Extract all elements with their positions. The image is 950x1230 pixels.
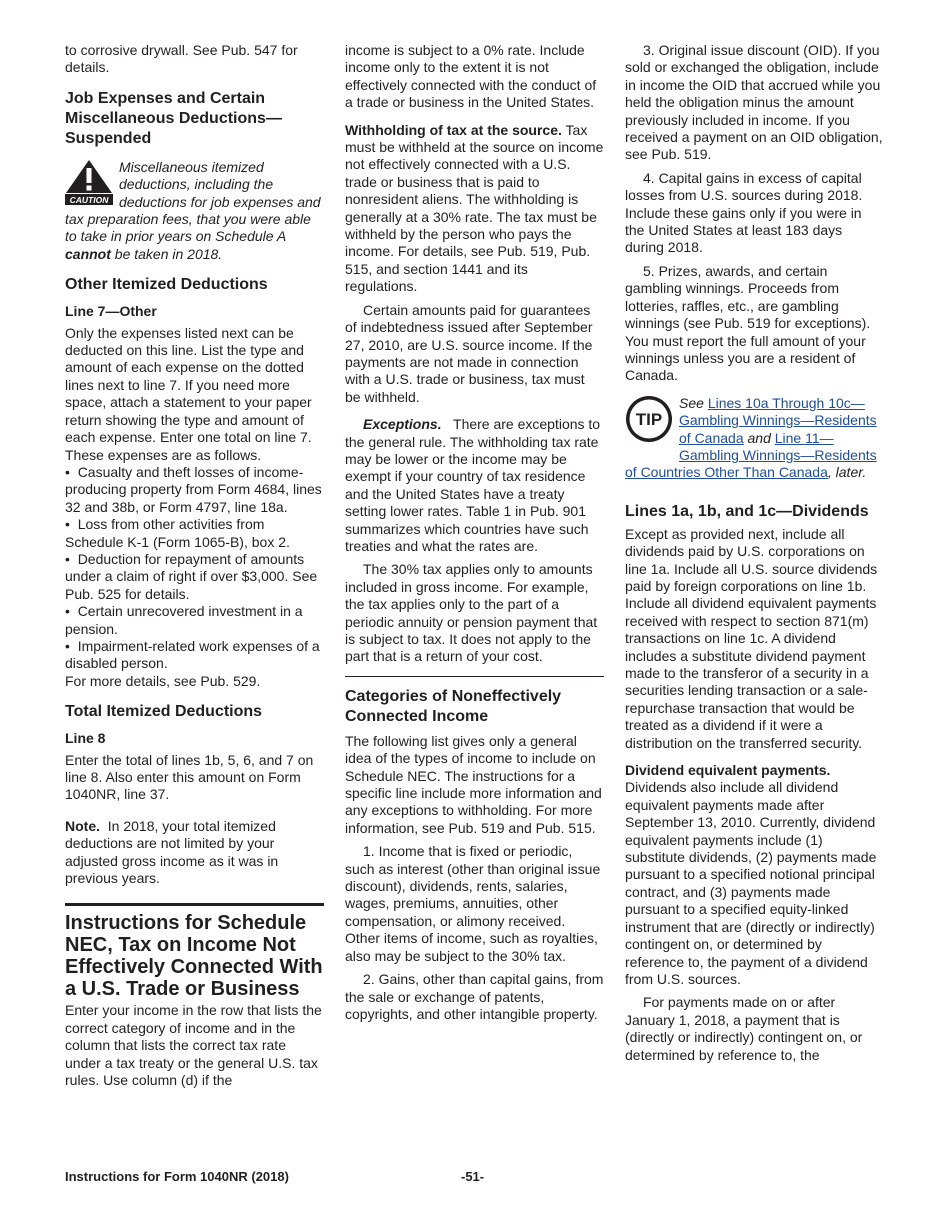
tip-icon [625, 395, 673, 447]
tip-see: See [679, 394, 704, 411]
line8-heading: Line 8 [65, 730, 106, 747]
bullet-item: • Impairment-related work expenses of a disabled person. [65, 637, 320, 672]
withholding-label: Withholding of tax at the source. [345, 121, 562, 138]
total-itemized-heading: Total Itemized Deductions [65, 703, 263, 721]
caution-text-b: be taken in 2018. [114, 245, 223, 262]
dividend-equivalent-label: Dividend equivalent payments. [625, 762, 831, 779]
caution-text-a: Miscellaneous itemized deductions, including the deductions for job expenses and tax preparation fees, that you were able to take in prior years on Schedule A [65, 158, 321, 245]
caution-label: CAUTION [69, 194, 109, 205]
category-item-3: 3. Original issue discount (OID). If you sold or exchanged the obligation, include in income the OID that accrued while you held the obligation minus the amount previously included in income. If you received a payment on an OID obligation, see Pub. 519. [625, 42, 883, 163]
col1-intro: to corrosive drywall. See Pub. 547 for details. [65, 42, 298, 76]
column-2 [345, 42, 604, 1029]
exceptions-paragraph [345, 416, 604, 555]
schedule-nec-text: Enter your income in the row that lists the correct category of income and in the column that lists the correct tax rate under a tax treaty or the general U.S. tax rules. Use column (d) if the [65, 1002, 322, 1089]
category-item-2: 2. Gains, other than capital gains, from the sale or exchange of patents, copyrights, and other intangible property. [345, 971, 604, 1022]
column-1 [65, 42, 324, 1095]
dividends-heading: Lines 1a, 1b, and 1c—Dividends [625, 502, 869, 520]
guarantees-text: Certain amounts paid for guarantees of indebtedness issued after September 27, 2010, are U.S. source income. If the payments are not made in connection with a U.S. trade or business, tax must be withheld. [345, 301, 593, 405]
note-paragraph [65, 818, 324, 888]
tip-callout [625, 395, 884, 482]
bullet-item: • Loss from other activities from Schedule K-1 (Form 1065-B), box 2. [65, 516, 290, 550]
dividends-text: Except as provided next, include all dividends paid by U.S. corporations on line 1a. Include all U.S. source dividends paid by foreign corporations on line 1b. Include all dividend equivalent payments received with respect to section 871(m) transactions on line 1c. A dividend includes a substitute dividend payment made to the transferor of a security in a securities lending transaction or a sale-repurchase transaction that would be treated as a dividend if it were a distribution on the transferred security. [625, 525, 878, 751]
exceptions-text: There are exceptions to the general rule. The withholding tax rate may be lower or the income may be exempt if your country of tax residence and the United States have a treaty setting lower rates. Table 1 in Pub. 901 summarizes which countries have such treaties and what the rates are. [345, 416, 601, 554]
caution-callout [65, 159, 324, 263]
schedule-nec-heading: Instructions for Schedule NEC, Tax on Income Not Effectively Connected With a U.S. Trade or Business [65, 903, 324, 1000]
job-expenses-heading: Job Expenses and Certain Miscellaneous Deductions—Suspended [65, 89, 282, 147]
other-itemized-heading: Other Itemized Deductions [65, 276, 268, 294]
col2-intro: income is subject to a 0% rate. Include income only to the extent it is not effectively connected with the conduct of a trade or business in the United States. [345, 42, 597, 111]
tip-link-canada[interactable]: Lines 10a Through 10c—Gambling Winnings—Residents of Canada [679, 394, 877, 446]
category-item-4: 4. Capital gains in excess of capital losses from U.S. sources during 2018. Include these gains only if you were in the United States at least 183 days during 2018. [625, 169, 863, 256]
category-item-1: 1. Income that is fixed or periodic, such as interest (other than original issue discount), dividends, rents, salaries, wages, premiums, annuities, other compensation, or alimony received. Other items of income, such as royalties, also may be subject to the 30% tax. [345, 843, 601, 964]
line7-text: Only the expenses listed next can be deducted on this line. List the type and amount of each expense on the dotted lines next to line 7. If you need more space, attach a statement to your paper return showing the type and amount of each expense. Enter one total on line 7. These expenses are as follows. [65, 324, 312, 463]
categories-text: The following list gives only a general idea of the types of income to include on Schedule NEC. The instructions for a specific line include more information and any exceptions to withholding. For more information, see Pub. 519 and Pub. 515. [345, 732, 602, 836]
payments-2018-text: For payments made on or after January 1, 2018, a payment that is (directly or indirectly) contingent on, or determined by reference to, the [625, 994, 863, 1063]
exceptions-label: Exceptions. [363, 416, 442, 433]
column-3 [625, 42, 884, 1070]
caution-icon [65, 159, 113, 209]
categories-heading: Categories of Noneffectively Connected Income [345, 687, 562, 725]
note-label: Note. [65, 817, 100, 834]
tip-label: TIP [635, 409, 663, 429]
section-divider [345, 676, 604, 683]
tip-and: and [747, 429, 771, 446]
bullet-item: • Certain unrecovered investment in a pension. [65, 603, 303, 637]
withholding-paragraph [345, 122, 604, 296]
page-number: -51- [461, 1169, 485, 1184]
bullet-item: • Casualty and theft losses of income-producing property from Form 4684, lines 32 and 38b, or Form 4797, line 18a. [65, 463, 322, 515]
line7-heading: Line 7—Other [65, 303, 157, 320]
dividend-equivalent-text: Dividends also include all dividend equivalent payments made after September 13, 2010. Currently, dividend equivalent payments include (1) substitute dividends, (2) payments made pursuant to a specified notional principal contract, and (3) payments made pursuant to a specified equity-linked instrument that are (directly or indirectly) contingent on, or determined by reference to, the payment of a dividend from U.S. sources. [625, 779, 877, 987]
note-text: In 2018, your total itemized deductions are not limited by your adjusted gross income as it was in previous years. [65, 817, 279, 887]
withholding-text: Tax must be withheld at the source on income not effectively connected with a U.S. trade or business that is paid to nonresident aliens. The withholding is generally at a 30% rate. The tax must be withheld by the person who pays the income. For details, see Pub. 519, Pub. 515, and section 1441 and its regulations. [345, 121, 604, 295]
caution-cannot: cannot [65, 245, 111, 262]
line8-text: Enter the total of lines 1b, 5, 6, and 7 on line 8. Also enter this amount on Form 1040NR, line 37. [65, 751, 314, 803]
bullet-item: • Deduction for repayment of amounts under a claim of right if over $3,000. See Pub. 525 for details. [65, 550, 318, 602]
category-item-5: 5. Prizes, awards, and certain gambling winnings. Proceeds from lotteries, raffles, etc., are gambling winnings (see Pub. 519 for exceptions). You must report the full amount of your winnings unless you are a resident of Canada. [625, 262, 871, 384]
footer-form-title: Instructions for Form 1040NR (2018) [65, 1169, 289, 1184]
dividend-equivalent-paragraph [625, 762, 884, 988]
tip-link-other-countries[interactable]: Line 11—Gambling Winnings—Residents of Countries Other Than Canada [625, 429, 877, 481]
tip-later: , later. [827, 464, 867, 481]
thirty-percent-text: The 30% tax applies only to amounts included in gross income. For example, the tax applies only to the part of a periodic annuity or pension payment that is subject to tax. It does not apply to the part that is a return of your cost. [345, 561, 598, 665]
more-details-text: For more details, see Pub. 529. [65, 672, 261, 689]
